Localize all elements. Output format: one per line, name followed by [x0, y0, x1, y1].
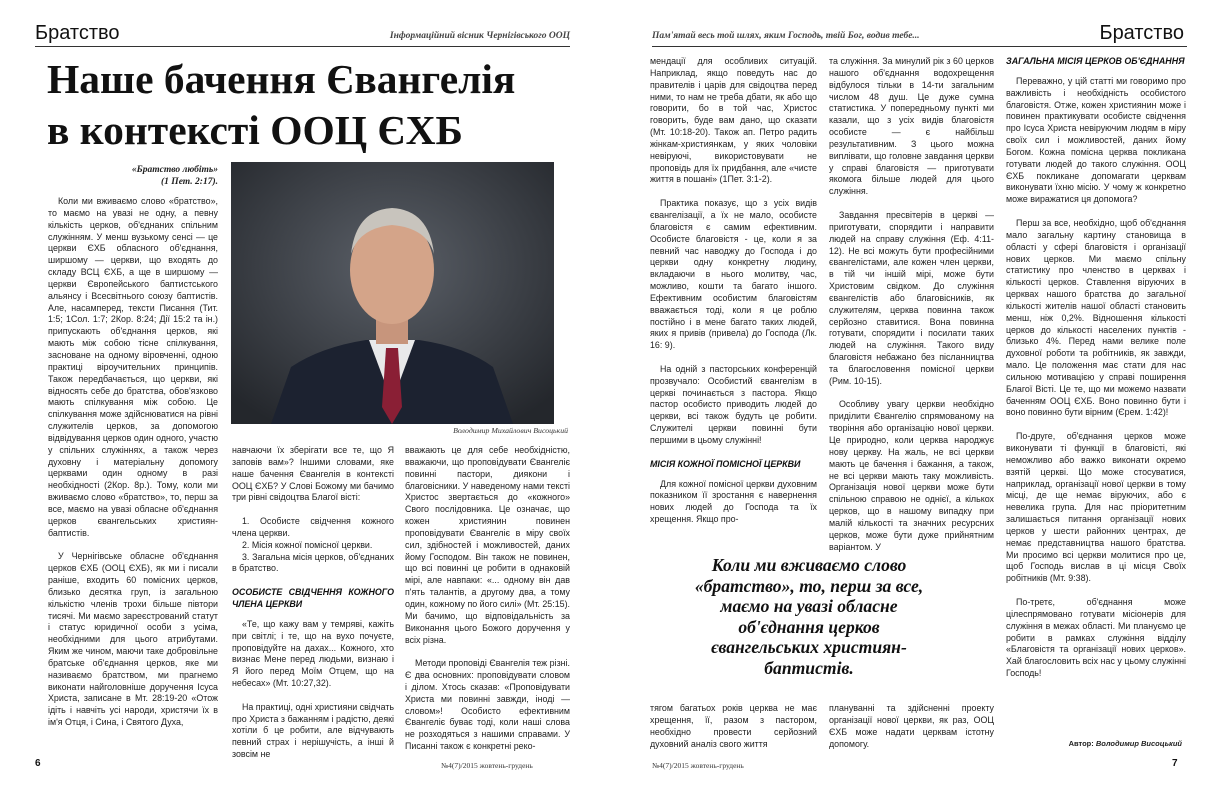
header-subtitle-left: Інформаційний вісник Чернігівського ООЦ: [389, 31, 570, 41]
paragraph: «Те, що кажу вам у темряві, кажіть при світлі; і те, що на вухо почуєте, проповідуйте на дахах... Кожного, хто визнає Мене перед людьми, визнаю і Я його перед Моїм Отцем, що на небесах» (Мт. 10:27,32).: [232, 618, 394, 689]
page-number-right: 7: [1172, 758, 1178, 769]
section-heading: ОСОБИСТЕ СВІДЧЕННЯ КОЖНОГО ЧЛЕНА ЦЕРКВИ: [232, 587, 394, 609]
list-item: 3. Загальна місія церков, об'єднаних в братство.: [232, 551, 394, 574]
paragraph: На одній з пасторських конференцій прозвучало: Особистий євангелізм в церкві починається з пастора. Якщо пастор особисто приводить людей до церкви, всі також будуть це робити. Служителі церкви повинні бути першими в цьому служінні!: [650, 363, 817, 445]
column-4: [650, 56, 817, 538]
paragraph: На практиці, одні християни свідчать про Христа з бажанням і радістю, деякі хотіли б це робити, але відчувають певний страх і нерішучість, а інші й зовсім не: [232, 701, 395, 760]
epigraph: [48, 164, 218, 188]
epigraph-quote: «Братство любіть»: [131, 165, 218, 175]
paragraph: Коли ми вживаємо слово «братство», то маємо на увазі не одну, а певну кількість церков, об'єднаних спільним служінням. У менш вузькому сенсі — це церкви ЄХБ обласного об'єднання, ширшому — церкви, що входять до складу ВСЦ ЄХБ, а ще в ширшому — церкви Європейського баптистського альянсу і Всесвітнього союзу баптистів. Але, насамперед, тексти Писання (Тит. 1:5; 1Сол. 1:7; 2Кор. 8:24; Дії 15:2 та ін.) припускають об'єднання церков, які мають між собою тісне спілкування, засноване на одному віровченні, одною практиці віроучительних принципів. Також передбачається, що церкви, які відносять себе до братства, обов'язково мають спілкування між собою. Це спілкування може здійснюватися на рівні служителів церков, за допомогою відвідування церков один одного, участю у спільних служіннях, а також через духовну і матеріальну допомогу церквами один одному в разі необхідності (2Кор. 8р.). Тому, коли ми вживаємо слово «братство», то, перш за все, маємо на увазі обласне об'єднання церков євангельських християн-баптистів.: [48, 196, 218, 538]
magazine-title: Братство: [35, 22, 120, 44]
issue-label-right: №4(7)/2015 жовтень-грудень: [652, 761, 744, 770]
page-number-left: 6: [35, 758, 41, 769]
column-5: [829, 56, 994, 565]
issue-label-left: №4(7)/2015 жовтень-грудень: [441, 761, 533, 770]
header-rule: [652, 46, 1187, 47]
section-heading: ЗАГАЛЬНА МІСІЯ ЦЕРКОВ ОБ'ЄДНАННЯ: [1006, 56, 1185, 66]
list-item: 2. Місія кожної помісної церкви.: [242, 539, 373, 550]
header-subtitle-right: Пам'ятай весь той шлях, яким Господь, твій Бог, водив тебе...: [652, 31, 920, 41]
magazine-title-right: Братство: [1099, 22, 1184, 44]
paragraph: плануванні та здійсненні проекту організації нової церкви, як раз, ООЦ ЄХБ може надати церквам істотну допомогу.: [829, 703, 994, 749]
author-label: Автор:: [1068, 739, 1094, 748]
paragraph: По-друге, об'єднання церков може виконувати ті функції в благовісті, які неможливо або важко виконати окремо взятій церкві. Що може стосуватися, наприклад, організації нової церкви в тому місці, де ще немає віруючих, або є невелика група. Для нас пріоритетним залишається питання організації нових церков у шести районних центрах, де немає представництва нашого братства. Ми просимо всі церкви молитися про це, щоб Господь вислав в ці місця Своїх робітників (Мт. 9:38).: [1006, 431, 1186, 584]
author-name: Володимир Висоцький: [1095, 739, 1182, 748]
column-4-bottom: [650, 703, 817, 762]
column-6: [1006, 56, 1186, 680]
paragraph: вважають це для себе необхідністю, вважаючи, що проповідувати Євангеліє повинні пастори, диякони і благовісники. У наведеному нами тексті Христос звертається до «кожного» Свого послідовника. Це означає, що кожен християнин повинен проповідувати Євангеліє в міру своїх сил, здібностей і можливостей, даних йому Господом. Він також не повинен, що всі повинні це робити в однаковій мірі, але навпаки: «... одному він дав п'ять талантів, а другому два, а тому один, кожному по його силі» (Мт. 25:15). Ми бачимо, що відповідальність за Виконання цього Божого доручення у всіх різна.: [405, 445, 570, 645]
paragraph: та служіння. За минулий рік з 60 церков нашого об'єднання водохрещення відбулося тільки в 14-ти загальним числом 48 душ. Це дуже сумна статистика. У попередньому пункті ми казали, що з усіх видів благовістя особисте — є найбільш результативним. З цього можна виплівати, що головне завдання церкви у справі благовістя — приготувати якомога більше людей для цього служіння.: [829, 56, 994, 197]
epigraph-ref: (1 Пет. 2:17).: [161, 177, 218, 187]
author-photo: [231, 162, 554, 424]
paragraph: У Чернігівське обласне об'єднання церков ЄХБ (ООЦ ЄХБ), як ми і писали раніше, входить 60 помісних церков, близько десятка груп, із загальною кількістю членів трохи більше півтори тисячі. Ми маємо зареєстрований статут і статус юридичної особи з усіма, необхідними для цього атрибутами. Яким же чином, маючи таке добровільне братське об'єднання церков, яке ми називаємо братством, ми прагнемо виконати найголовніше доручення Ісуса Христа, записане в Мт. 28:19-20 «Отож ідіть і навчіть усі народи, христячи їх в ім'я Отця, і Сина, і Святого Духа,: [48, 551, 218, 728]
paragraph: Переважно, у цій статті ми говоримо про важливість і необхідність особистого благовістя. Отже, кожен християнин може і повинен практикувати особисте свідчення про Ісуса Христа невіруючим людям в міру своїх сил і можливостей, даних йому Богом. Кожна помісна церква покликана готувати людей до такого служіння. ООЦ ЄХБ покликане допомагати церквам виконувати їхню місію. У чому ж конкретно може виражатися ця допомога?: [1006, 75, 1186, 205]
column-1: [48, 164, 218, 741]
paragraph: навчаючи їх зберігати все те, що Я заповів вам»? Іншими словами, яке наше бачення Євангелія в контексті ООЦ ЄХБ? У Слові Божому ми бачимо три рівні свідоцтва Благої вісті:: [232, 445, 394, 503]
paragraph: мендації для особливих ситуацій. Наприклад, якщо поведуть нас до правителів і царів для свідоцтва перед ними, то нам не треба дбати, як або що говорити, бо в той час, Христос говорить, буде вам дано, що сказати (Мт. 10:18-20). Також ап. Петро радить жінкам-християнкам, у яких чоловіки невіруючі, використовувати не проповідь для їх придбання, але «чисте життя в пошані» (1Пет. 3:1-2).: [650, 56, 817, 185]
paragraph: тягом багатьох років церква не має хрещення, її, разом з пастором, необхідно провести серйозний духовний аналіз свого життя: [650, 703, 817, 749]
paragraph: Методи проповіді Євангелія теж різні. Є два основних: проповідувати словом і ділом. Хтось сказав: «Проповідувати Христа ми повинні завжди, іноді — словом»! Особисто ефективним Євангеліє буває тоді, коли наші слова не розходяться з нашими справами. У Писанні також є конкретні реко-: [405, 658, 570, 752]
column-5-bottom: [829, 703, 994, 762]
paragraph: Особливу увагу церкви необхідно приділити Євангелію спрямованому на творіння або організацію нової церкви. Це природно, коли церква народжує нову церкву. На жаль, не всі церкви мають це бачення і бажання, а також, не всі церкви мають таку можливість. Організація нової церкви може бути спільною справою не однієї, а кількох церков, що в нашому випадку при малій кількості та значних ресурсних церков, може бути дуже прийнятним варіантом. У: [829, 399, 994, 552]
paragraph: Перш за все, необхідно, щоб об'єднання мало загальну картину становища в області у сфері благовістя і організації нових церков. Ми маємо спільну статистику про членство в церквах і кількості церков. Ставлення віруючих в церквах нашого братства до загальної кількості жителів нашої області становить менш, ніж 0,2%. Відношення кількості церков до кількості населених пунктів - близько 4%. Перед нами велике поле духовної роботи та робітників, як завжди, мало. Це положення має стати для нас сильною мотивацією у справі поширення Благої Вісті. Це те, що ми можемо назвати баченням ООЦ ЄХБ. Воно повинно бути і воно повинно бути вірним (Єрем. 1:42)!: [1006, 217, 1186, 418]
pull-quote: Коли ми вживаємо слово «братство», то, перш за все, маємо на увазі обласне об'єднання церков євангельських християн-баптистів.: [694, 555, 924, 678]
photo-caption: Володимир Михайлович Висоцький: [453, 426, 568, 435]
paragraph: Завдання пресвітерів в церкві — приготувати, спорядити і направити людей на справу служіння (Еф. 4:11-12). Не всі можуть бути професійними євангелістами, але кожен член церкви, в тій чи іншій мірі, може бути Христовим свідком. До служіння євангелістів або благовісників, як служителям, церква повинна також серйозно ставитися. Вона повинна готувати, спорядити і посилати таких людей на служіння. Такого виду благовістя небажано без післанництва та благословення помісної церкви (Рим. 10-15).: [829, 209, 994, 386]
author-credit: [1052, 739, 1182, 748]
section-heading: МІСІЯ КОЖНОЇ ПОМІСНОЇ ЦЕРКВИ: [650, 458, 801, 469]
article-title: [47, 54, 587, 156]
paragraph: Практика показує, що з усіх видів євангелізації, а їх не мало, особисте благовістя є самим ефективним. Особисте благовістя - це, коли я за певний час наводжу до Господа і до церкви одну конкретну людину, вкладаючи в нього молитву, час, можливо, кошти та багато іншого. Ефективним особистим благовістям вважається тоді, коли я це роблю постійно і в мене багато таких людей, яких я привів (привела) до Господа (Лк. 16: 9).: [650, 198, 817, 351]
list-item: 1. Особисте свідчення кожного члена церкви.: [232, 516, 394, 538]
column-2: [232, 445, 394, 773]
paragraph: Для кожної помісної церкви духовним показником її зростання є навернення нових людей до Господа та їх хрещення. Якщо про-: [650, 478, 817, 525]
column-3: [405, 445, 570, 765]
portrait-image: [231, 162, 554, 424]
paragraph: По-третє, об'єднання може цілеспрямовано готувати місіонерів для служіння в межах області. Ми плануємо це робити в рамках служіння відділу «Благовістя та організації нових церков». Хай благословить всіх нас у цьому служінні Господь!: [1006, 596, 1186, 679]
header-rule: [35, 46, 570, 47]
title-line-2: в контексті ООЦ ЄХБ: [47, 107, 463, 153]
title-line-1: Наше бачення Євангелія: [47, 56, 516, 102]
